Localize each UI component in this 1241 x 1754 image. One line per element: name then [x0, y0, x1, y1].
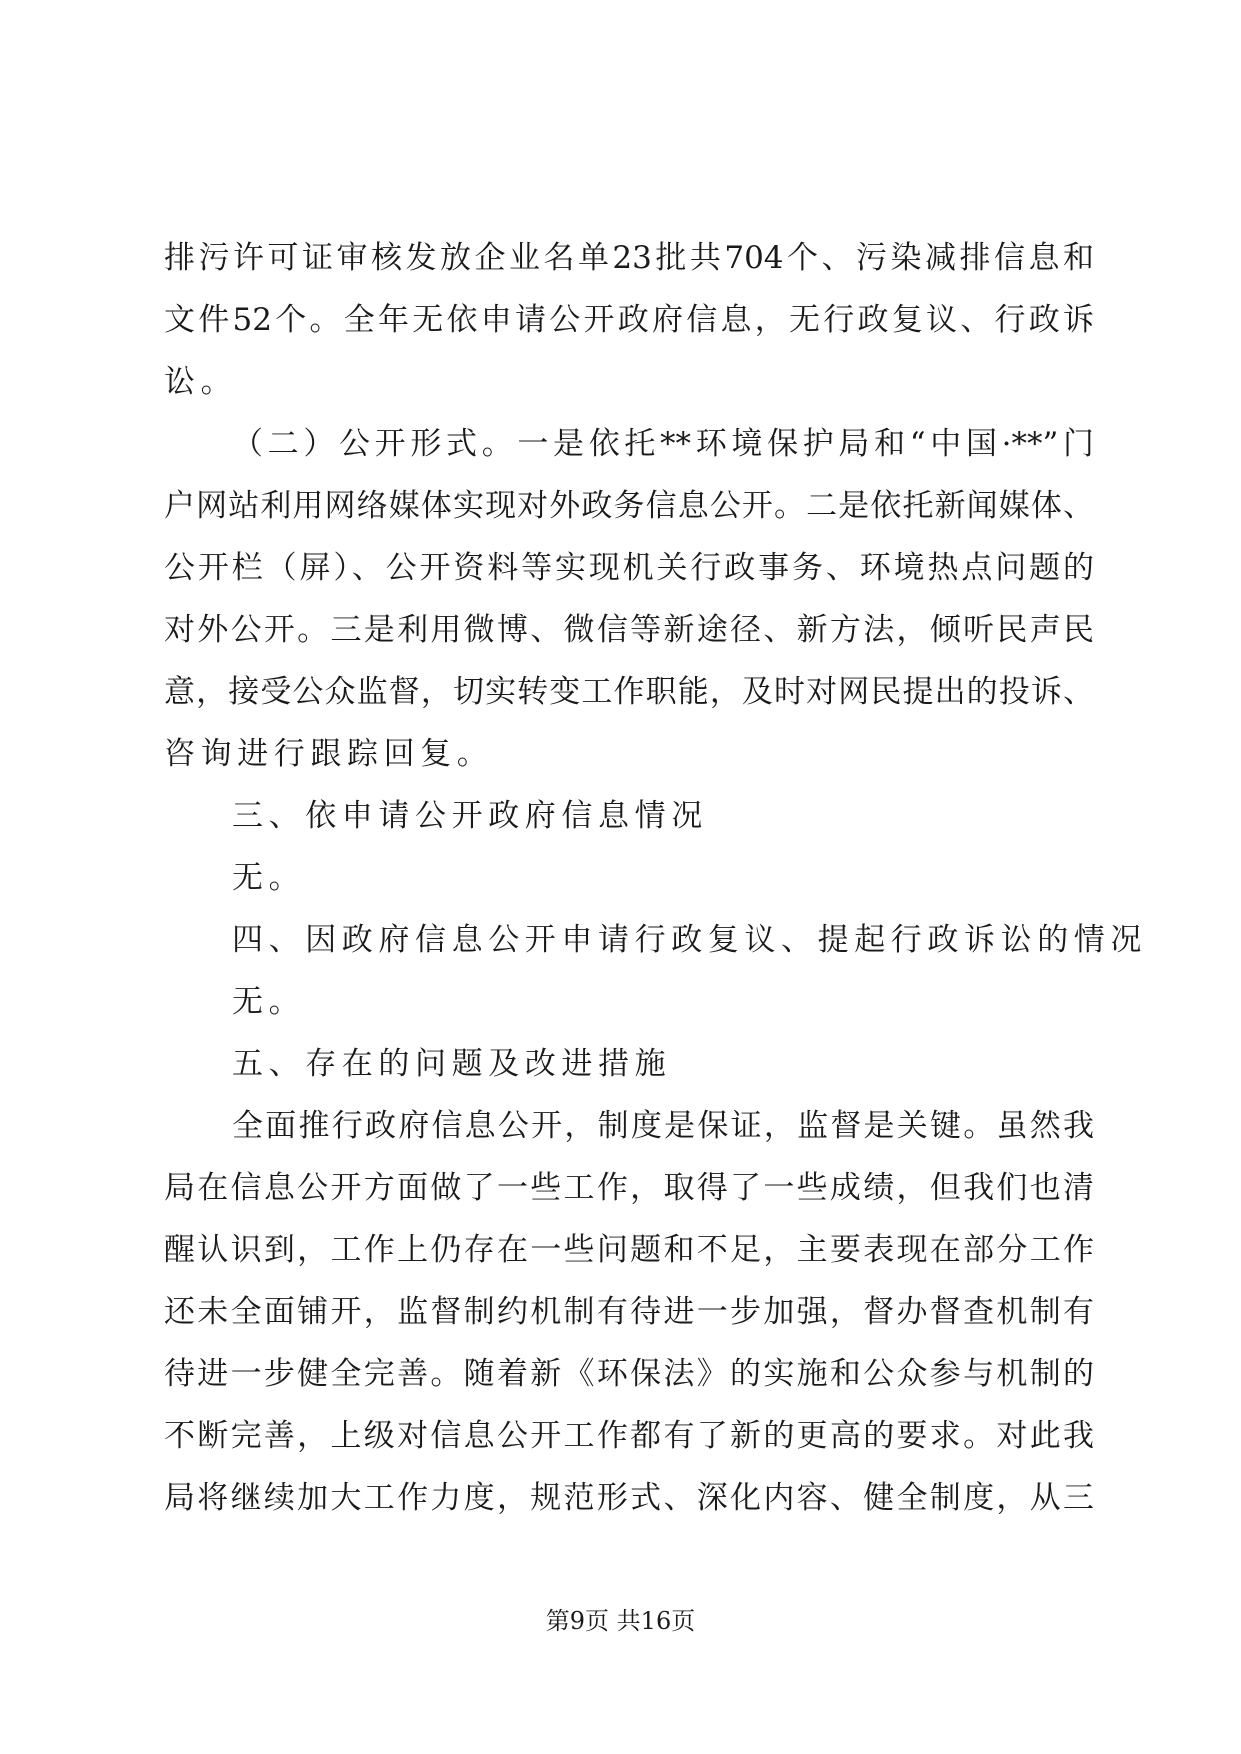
text-line: 不断完善，上级对信息公开工作都有了新的更高的要求。对此我: [164, 1418, 1094, 1454]
text-line: 文件52个。全年无依申请公开政府信息，无行政复议、行政诉: [164, 302, 1094, 338]
text-line: 还未全面铺开，监督制约机制有待进一步加强，督办督查机制有: [164, 1294, 1094, 1330]
text-line: 全面推行政府信息公开，制度是保证，监督是关键。虽然我: [232, 1108, 1094, 1144]
text-line: 公开栏（屏）、公开资料等实现机关行政事务、环境热点问题的: [164, 550, 1094, 586]
document-body: [164, 227, 1147, 1529]
text-line: 对外公开。三是利用微博、微信等新途径、新方法，倾听民声民: [164, 612, 1094, 648]
text-line: 待进一步健全完善。随着新《环保法》的实施和公众参与机制的: [164, 1356, 1094, 1392]
text-line: 排污许可证审核发放企业名单23批共704个、污染减排信息和: [164, 240, 1094, 276]
text-line: 醒认识到，工作上仍存在一些问题和不足，主要表现在部分工作: [164, 1232, 1094, 1268]
page-number-label: 第9页 共16页: [545, 1607, 696, 1635]
text-line: 意，接受公众监督，切实转变工作职能，及时对网民提出的投诉、: [164, 674, 1094, 710]
section-heading: 三、依申请公开政府信息情况: [232, 798, 708, 834]
text-line: 咨询进行跟踪回复。: [164, 736, 494, 772]
page-footer: [0, 1606, 1241, 1636]
text-line: 无。: [232, 984, 306, 1020]
section-heading: 五、存在的问题及改进措施: [232, 1046, 672, 1082]
text-line: （二）公开形式。一是依托**环境保护局和“中国·**”门: [232, 426, 1094, 462]
text-line: 局将继续加大工作力度，规范形式、深化内容、健全制度，从三: [164, 1480, 1094, 1516]
text-line: 讼。: [164, 364, 238, 400]
text-line: 户网站利用网络媒体实现对外政务信息公开。二是依托新闻媒体、: [164, 488, 1094, 524]
section-heading: 四、因政府信息公开申请行政复议、提起行政诉讼的情况: [232, 922, 1147, 958]
text-line: 局在信息公开方面做了一些工作，取得了一些成绩，但我们也清: [164, 1170, 1094, 1206]
text-line: 无。: [232, 860, 306, 896]
